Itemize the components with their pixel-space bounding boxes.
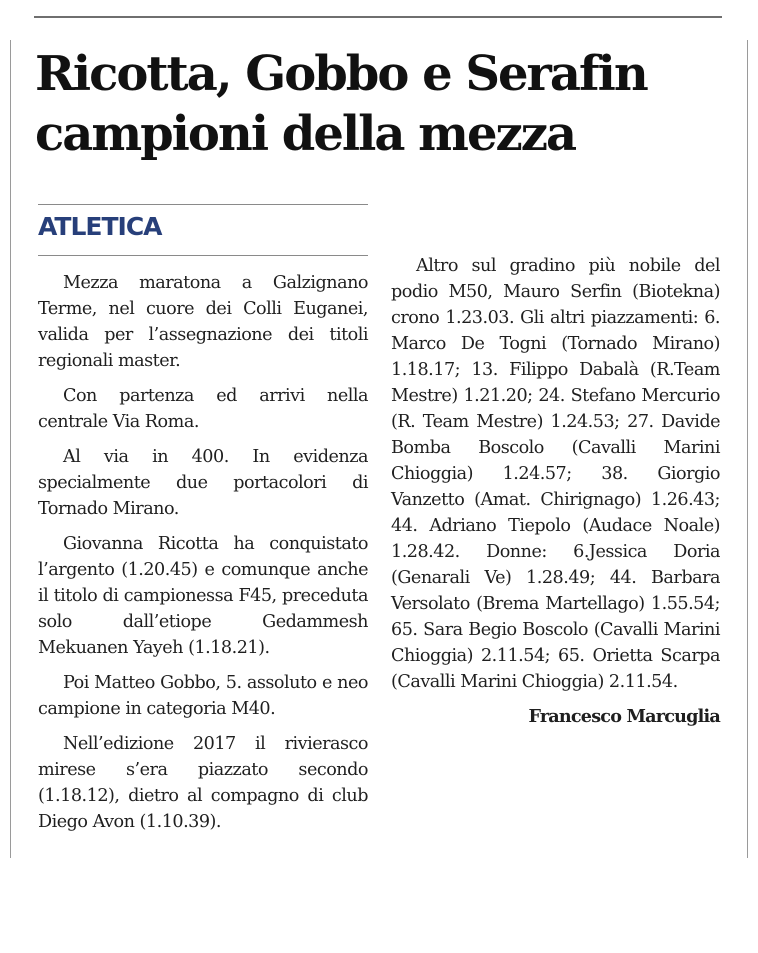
article-paragraph: Al via in 400. In evidenza specialmente due portacolori di Tornado Mirano. [38,447,368,519]
article-paragraph: Giovanna Ricotta ha conquistato l’argento (1.20.45) e comunque anche il titolo di campionessa F45, preceduta solo dall’etiope Gedammesh Mekuanen Yayeh (1.18.21). [38,534,368,658]
top-rule [34,16,722,18]
byline: Francesco Marcuglia [528,706,720,727]
headline-line-1: Ricotta, Gobbo e Serafin [35,46,647,102]
headline [35,44,735,164]
section-label: ATLETICA [38,212,162,241]
article-paragraph: Mezza maratona a Galzignano Terme, nel cuore dei Colli Euganei, valida per l’assegnazione dei titoli regionali master. [38,273,368,371]
section-rule-bottom [38,255,368,256]
article-column-left [38,270,368,844]
headline-line-2: campioni della mezza [35,106,576,162]
article-paragraph: Nell’edizione 2017 il rivierasco mirese s’era piazzato secondo (1.18.12), dietro al compagno di club Diego Avon (1.10.39). [38,734,368,832]
article-paragraph: Altro sul gradino più nobile del podio M50, Mauro Serfin (Biotekna) crono 1.23.03. Gli altri piazzamenti: 6. Marco De Togni (Tornado Mirano) 1.18.17; 13. Filippo Dabalà (R.Team Mestre) 1.21.20; 24. Stefano Mercurio (R. Team Mestre) 1.24.53; 27. Davide Bomba Boscolo (Cavalli Marini Chioggia) 1.24.57; 38. Giorgio Vanzetto (Amat. Chirignago) 1.26.43; 44. Adriano Tiepolo (Audace Noale) 1.28.42. Donne: 6.Jessica Doria (Genarali Ve) 1.28.49; 44. Barbara Versolato (Brema Martellago) 1.55.54; 65. Sara Begio Boscolo (Cavalli Marini Chioggia) 2.11.54; 65. Orietta Scarpa (Cavalli Marini Chioggia) 2.11.54. [391,256,720,692]
article-paragraph: Poi Matteo Gobbo, 5. assoluto e neo campione in categoria M40. [38,673,368,719]
right-column-rule [747,40,748,858]
article-paragraph: Con partenza ed arrivi nella centrale Via Roma. [38,386,368,432]
section-rule-top [38,204,368,205]
article-column-right [391,195,720,730]
left-column-rule [10,40,11,858]
